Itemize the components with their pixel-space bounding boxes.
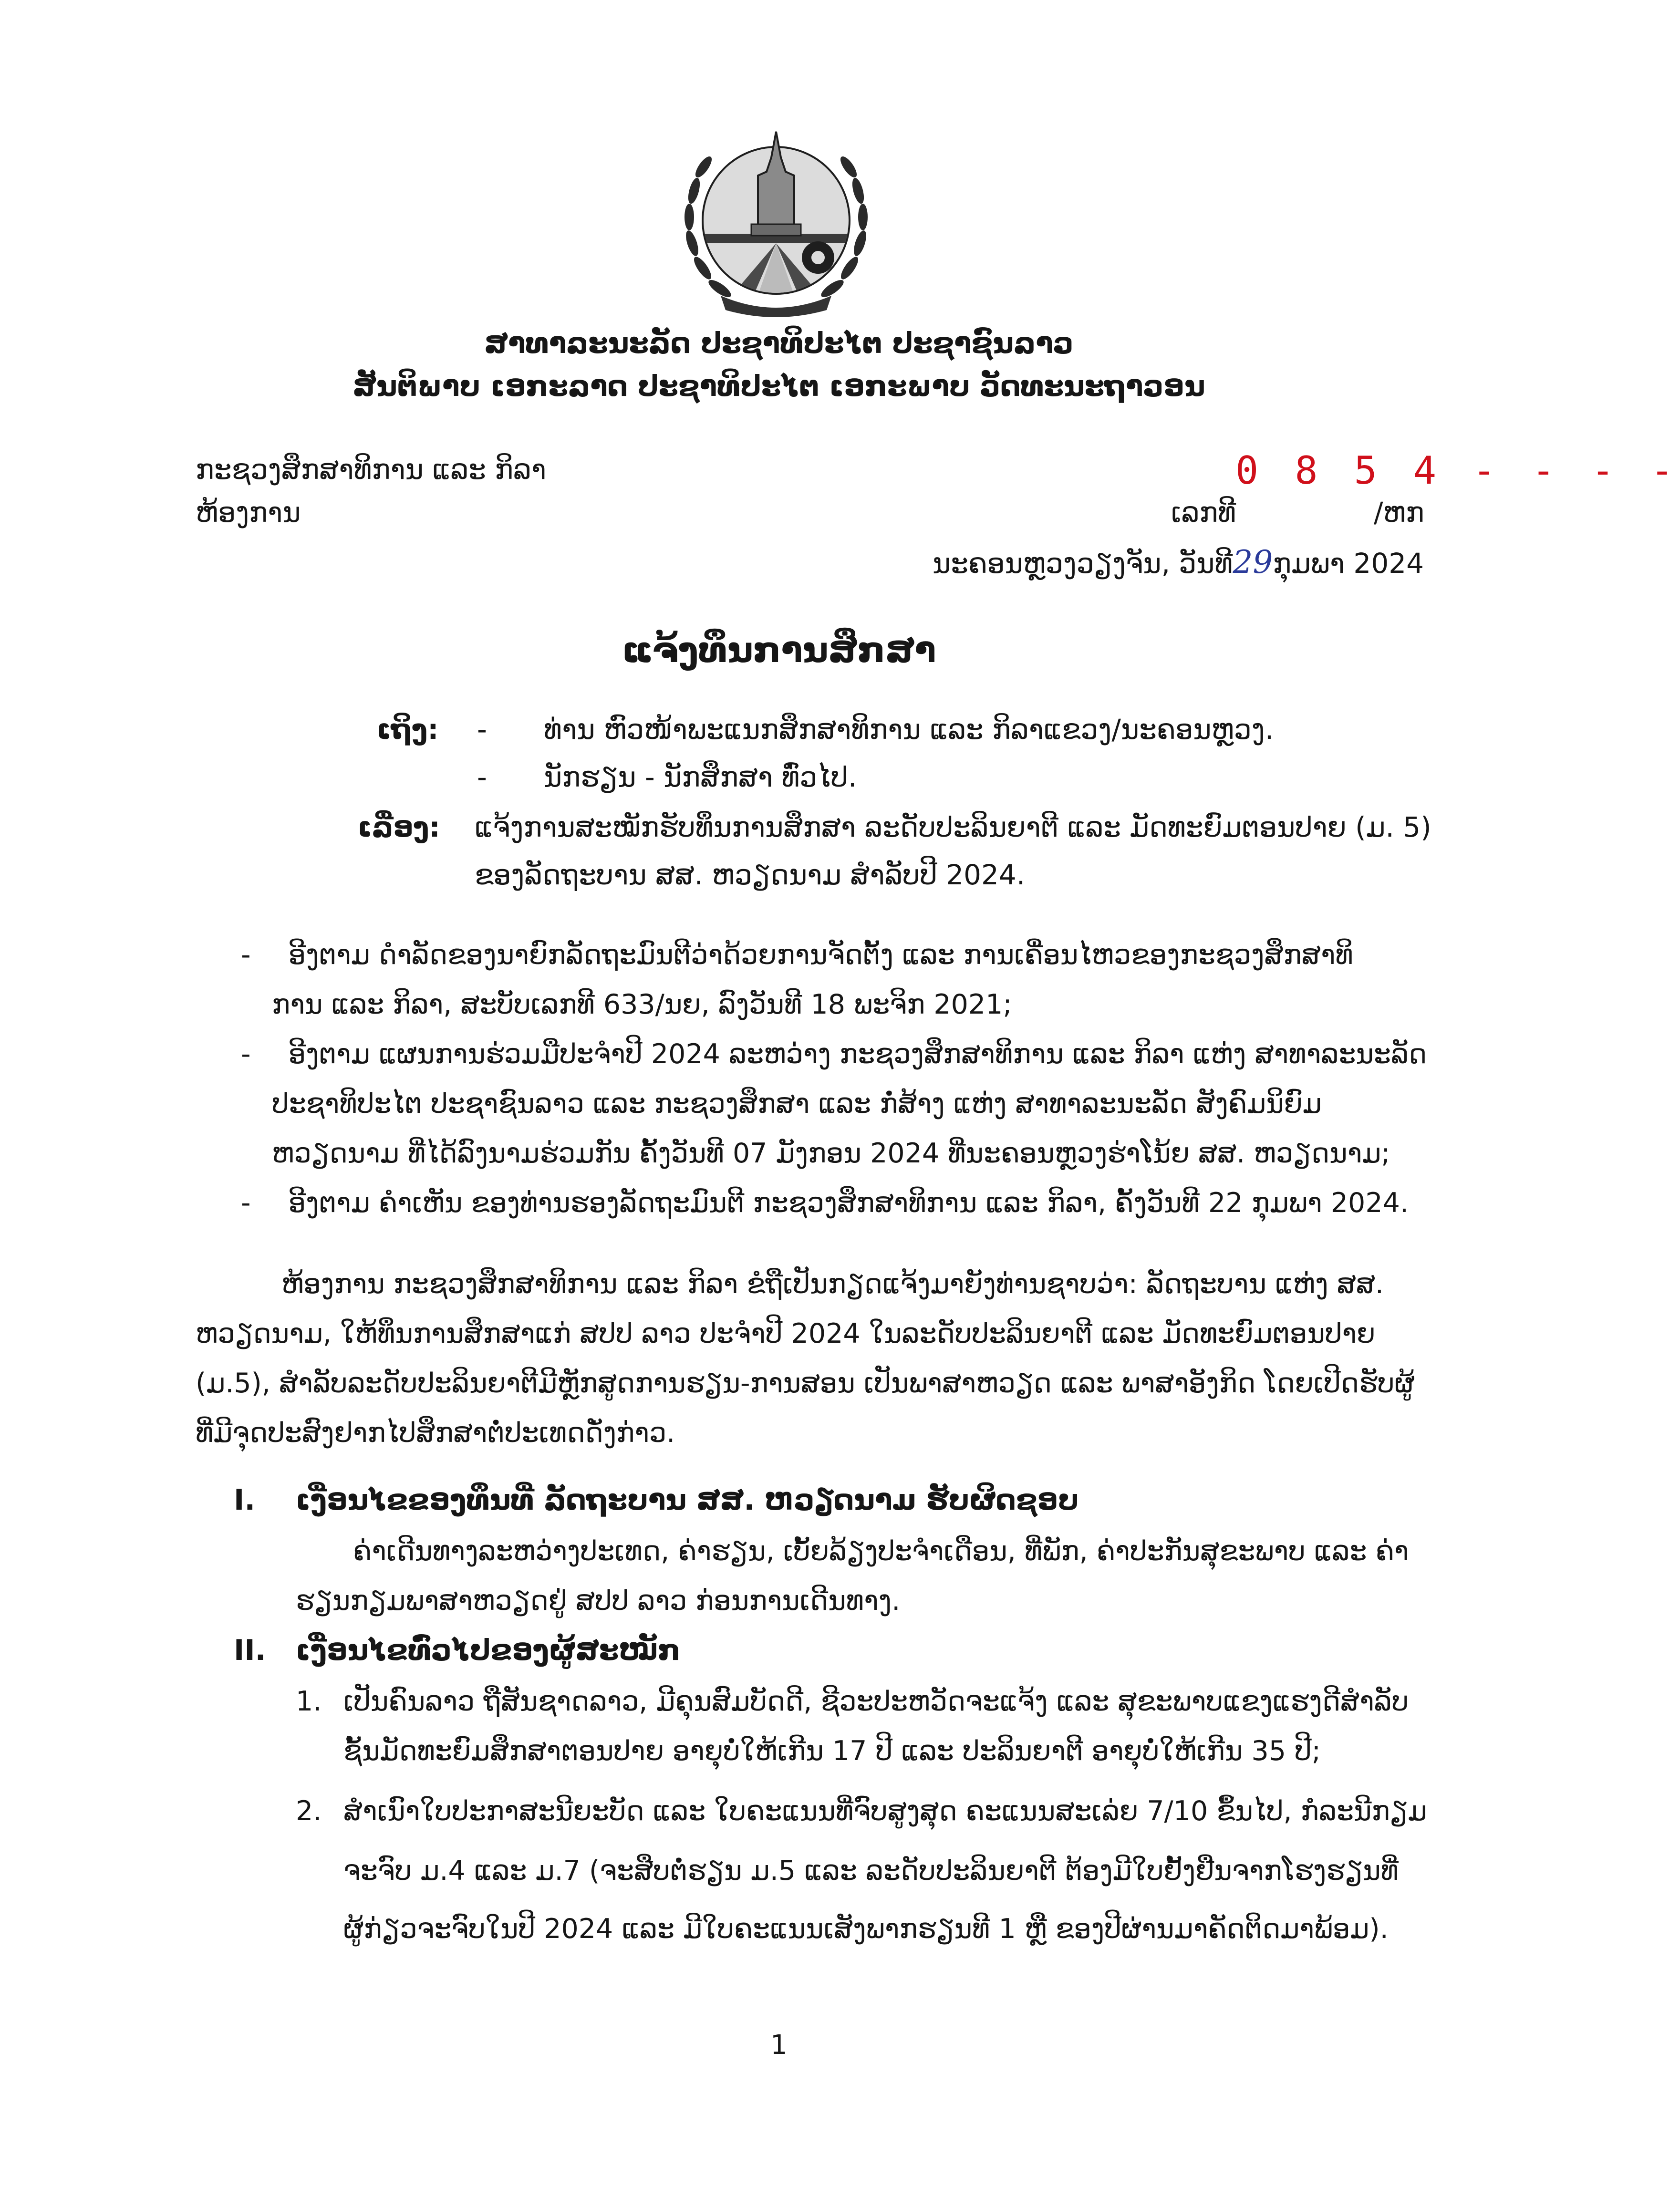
document-number [1235, 448, 1680, 493]
section-2-numeral: II. [234, 1634, 266, 1667]
body-line-4: ທີ່ມີຈຸດປະສົງຢາກໄປສຶກສາຕໍ່ປະເທດດັ່ງກ່າວ. [196, 1417, 675, 1449]
body-line-3: (ມ.5), ສຳລັບລະດັບປະລິນຍາຕີມີຫຼັກສູດການຮຽນ-ການສອນ ເປັນພາສາຫວຽດ ແລະ ພາສາອັງກິດ ໂດຍເປີດຮັບຜູ້ [196, 1368, 1415, 1399]
number-label: ເລກທີ [1171, 496, 1236, 529]
to-recipient-1: ທ່ານ ຫົວໜ້າພະແນກສຶກສາທິການ ແລະ ກິລາແຂວງ/ນະຄອນຫຼວງ. [544, 713, 1274, 746]
document-title: ແຈ້ງທຶນການສຶກສາ [622, 630, 936, 671]
section-1-line-1: ຄ່າເດີນທາງລະຫວ່າງປະເທດ, ຄ່າຮຽນ, ເບັ້ຍລ້ຽງປະຈຳເດືອນ, ທີ່ພັກ, ຄ່າປະກັນສຸຂະພາບ ແລະ ຄ່າ [353, 1535, 1409, 1567]
reference-2-line-1: ອີງຕາມ ແຜນການຮ່ວມມືປະຈຳປີ 2024 ລະຫວ່າງ ກະຊວງສຶກສາທິການ ແລະ ກິລາ ແຫ່ງ ສາທາລະນະລັດ [289, 1038, 1427, 1070]
reference-2-line-3: ຫວຽດນາມ ທີ່ໄດ້ລົງນາມຮ່ວມກັນ ຄັ້ງວັນທີ 07 ມັງກອນ 2024 ທີ່ນະຄອນຫຼວງຮ່າໂນ້ຍ ສສ. ຫວຽດນາມ; [272, 1138, 1390, 1169]
section-1-numeral: I. [234, 1483, 256, 1517]
reference-1-line-2: ການ ແລະ ກິລາ, ສະບັບເລກທີ 633/ນຍ, ລົງວັນທີ 18 ພະຈິກ 2021; [272, 989, 1012, 1020]
to-dash-1: - [477, 713, 487, 746]
subject-line-2: ຂອງລັດຖະບານ ສສ. ຫວຽດນາມ ສຳລັບປີ 2024. [475, 859, 1026, 891]
reference-dash-1: - [241, 939, 251, 971]
to-recipient-2: ນັກຮຽນ - ນັກສຶກສາ ທົ່ວໄປ. [544, 761, 857, 793]
requirement-1-line-2: ຊັ້ນມັດທະຍົມສຶກສາຕອນປາຍ ອາຍຸບໍ່ໃຫ້ເກີນ 17 ປີ ແລະ ປະລິນຍາຕີ ອາຍຸບໍ່ໃຫ້ເກີນ 35 ປີ; [343, 1735, 1321, 1767]
number-suffix: /ຫກ [1374, 496, 1424, 529]
subject-label: ເລື່ອງ: [358, 811, 440, 843]
office-name: ຫ້ອງການ [196, 496, 301, 529]
section-1-line-2: ຮຽນກຽມພາສາຫວຽດຢູ່ ສປປ ລາວ ກ່ອນການເດີນທາງ. [296, 1585, 901, 1617]
requirement-2-line-3: ຜູ້ກ່ຽວຈະຈົບໃນປີ 2024 ແລະ ມີໃບຄະແນນເສັງພາກຮຽນທີ 1 ຫຼື ຂອງປີຜ່ານມາຄັດຕິດມາພ້ອມ). [343, 1913, 1389, 1945]
requirement-2-line-1: ສຳເນົາໃບປະກາສະນີຍະບັດ ແລະ ໃບຄະແນນທີ່ຈົບສູງສຸດ ຄະແນນສະເລ່ຍ 7/10 ຂຶ້ນໄປ, ກໍລະນີກຽມ [343, 1795, 1427, 1827]
national-emblem [675, 114, 877, 320]
document-number-dashes: - - - - [1473, 448, 1680, 493]
to-label: ເຖິງ: [377, 713, 439, 746]
requirement-1-number: 1. [296, 1686, 322, 1717]
page-number: 1 [770, 2030, 788, 2061]
reference-dash-3: - [241, 1187, 251, 1219]
requirement-2-number: 2. [296, 1795, 322, 1827]
date-prefix: ນະຄອນຫຼວງວຽງຈັນ, ວັນທີ [933, 547, 1233, 580]
requirement-2-line-2: ຈະຈົບ ມ.4 ແລະ ມ.7 (ຈະສືບຕໍ່ຮຽນ ມ.5 ແລະ ລະດັບປະລິນຍາຕີ ຕ້ອງມີໃບຢັ້ງຢືນຈາກໂຮງຮຽນທີ່ [343, 1855, 1399, 1886]
reference-dash-2: - [241, 1038, 251, 1070]
document-date [933, 544, 1424, 580]
country-name: ສາທາລະນະລັດ ປະຊາທິປະໄຕ ປະຊາຊົນລາວ [484, 327, 1074, 360]
body-line-1: ຫ້ອງການ ກະຊວງສຶກສາທິການ ແລະ ກິລາ ຂໍຖືເປັນກຽດແຈ້ງມາຍັງທ່ານຊາບວ່າ: ລັດຖະບານ ແຫ່ງ ສສ. [281, 1268, 1384, 1300]
section-2-heading: ເງື່ອນໄຂທົ່ວໄປຂອງຜູ້ສະໝັກ [296, 1634, 681, 1667]
ministry-name: ກະຊວງສຶກສາທິການ ແລະ ກິລາ [196, 453, 547, 486]
to-dash-2: - [477, 761, 487, 793]
reference-1-line-1: ອີງຕາມ ດຳລັດຂອງນາຍົກລັດຖະມົນຕີວ່າດ້ວຍການຈັດຕັ້ງ ແລະ ການເຄື່ອນໄຫວຂອງກະຊວງສຶກສາທິ [289, 939, 1353, 971]
document-number-digits: 0 8 5 4 [1235, 448, 1443, 493]
section-1-heading: ເງື່ອນໄຂຂອງທຶນທີ່ ລັດຖະບານ ສສ. ຫວຽດນາມ ຮັບຜິດຊອບ [296, 1483, 1079, 1517]
reference-2-line-2: ປະຊາທິປະໄຕ ປະຊາຊົນລາວ ແລະ ກະຊວງສຶກສາ ແລະ ກໍ່ສ້າງ ແຫ່ງ ສາທາລະນະລັດ ສັງຄົມນິຍົມ [272, 1088, 1322, 1119]
national-motto: ສັນຕິພາບ ເອກະລາດ ປະຊາທິປະໄຕ ເອກະພາບ ວັດທະນະຖາວອນ [353, 370, 1205, 403]
date-day-handwritten: 29 [1233, 544, 1273, 580]
date-suffix: ກຸມພາ 2024 [1273, 547, 1424, 580]
subject-line-1: ແຈ້ງການສະໝັກຮັບທຶນການສຶກສາ ລະດັບປະລິນຍາຕີ ແລະ ມັດທະຍົມຕອນປາຍ (ມ. 5) [475, 811, 1431, 843]
body-line-2: ຫວຽດນາມ, ໃຫ້ທຶນການສຶກສາແກ່ ສປປ ລາວ ປະຈຳປີ 2024 ໃນລະດັບປະລິນຍາຕີ ແລະ ມັດທະຍົມຕອນປາຍ [196, 1318, 1376, 1349]
requirement-1-line-1: ເປັນຄົນລາວ ຖືສັນຊາດລາວ, ມີຄຸນສົມບັດດີ, ຊີວະປະຫວັດຈະແຈ້ງ ແລະ ສຸຂະພາບແຂງແຮງດີສຳລັບ [343, 1686, 1409, 1717]
reference-3-line-1: ອີງຕາມ ຄຳເຫັນ ຂອງທ່ານຮອງລັດຖະມົນຕີ ກະຊວງສຶກສາທິການ ແລະ ກິລາ, ຄັ້ງວັນທີ 22 ກຸມພາ 2024. [289, 1187, 1409, 1219]
